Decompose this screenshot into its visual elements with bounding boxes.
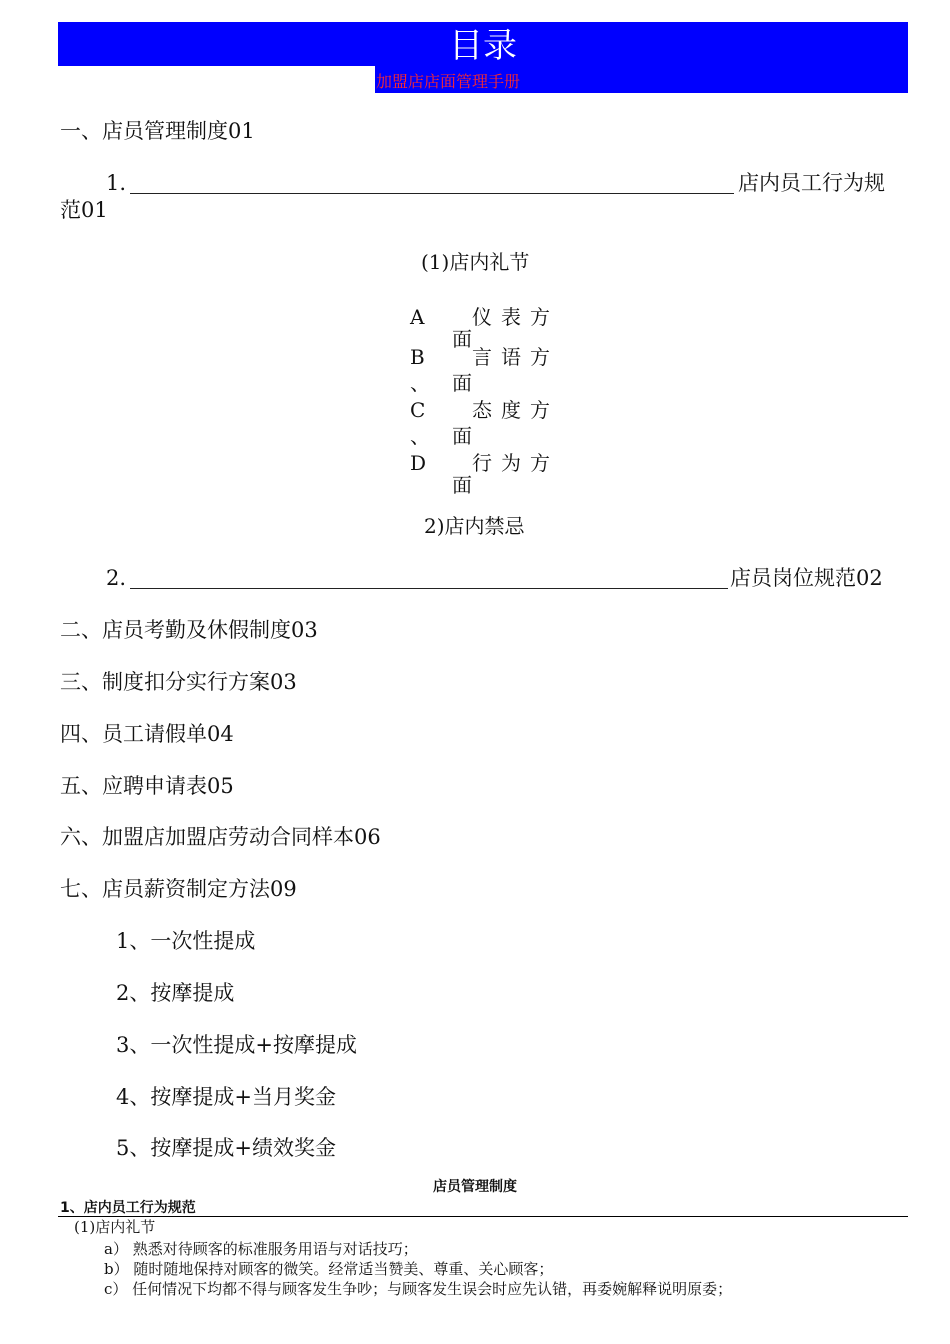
abcd-tail: 面	[452, 371, 472, 395]
toc-subitem-etiquette: (1)店内礼节	[421, 250, 530, 274]
toc-leader-line	[130, 193, 734, 194]
abcd-text: 言语方	[472, 345, 559, 369]
abcd-text: 仪表方	[472, 305, 559, 329]
abcd-tail: 面	[452, 327, 472, 351]
toc-salary-item: 5、按摩提成+绩效奖金	[116, 1136, 336, 1160]
banner-notch	[58, 66, 375, 93]
heading-rule	[58, 1216, 908, 1217]
toc-item-1-number: 1.	[106, 171, 127, 195]
toc-section-4: 四、员工请假单04	[60, 722, 234, 746]
toc-section-2: 二、店员考勤及休假制度03	[60, 618, 318, 642]
toc-section-3: 三、制度扣分实行方案03	[60, 670, 297, 694]
body-line: c） 任何情况下均都不得与顾客发生争吵；与顾客发生误会时应先认错，再委婉解释说明原委；	[104, 1280, 733, 1298]
toc-abcd-c-tail	[410, 423, 570, 449]
toc-salary-item: 2、按摩提成	[116, 981, 235, 1005]
toc-abcd-b-tail	[410, 370, 570, 396]
abcd-letter: D	[410, 451, 427, 475]
toc-abcd-block	[410, 304, 570, 497]
body-item-heading: (1)店内礼节	[74, 1218, 156, 1236]
abcd-tail: 面	[452, 473, 472, 497]
subsection-heading: 1、店内员工行为规范	[60, 1200, 196, 1216]
abcd-letter: B	[410, 345, 425, 369]
toc-section-1: 一、店员管理制度01	[60, 119, 255, 143]
abcd-text: 行为方	[472, 451, 559, 475]
toc-item-1-title-wrap: 范01	[60, 198, 108, 222]
abcd-letter: C	[410, 398, 426, 422]
toc-leader-line	[130, 588, 728, 589]
toc-section-5: 五、应聘申请表05	[60, 774, 234, 798]
toc-section-6: 六、加盟店加盟店劳动合同样本06	[60, 825, 381, 849]
toc-salary-item: 1、一次性提成	[116, 929, 256, 953]
page-subtitle: 加盟店店面管理手册	[376, 72, 521, 91]
page-title: 目录	[449, 26, 517, 66]
abcd-letter: A	[410, 305, 425, 329]
toc-section-7: 七、店员薪资制定方法09	[60, 877, 297, 901]
body-line: a） 熟悉对待顾客的标准服务用语与对话技巧；	[104, 1240, 418, 1258]
toc-salary-item: 3、一次性提成+按摩提成	[116, 1033, 357, 1057]
abcd-text: 态度方	[472, 398, 559, 422]
toc-abcd-b	[410, 344, 570, 370]
body-line: b） 随时随地保持对顾客的微笑。经常适当赞美、尊重、关心顾客；	[104, 1260, 554, 1278]
toc-subitem-taboo: 2)店内禁忌	[424, 514, 525, 538]
section-heading: 店员管理制度	[433, 1179, 517, 1195]
toc-abcd-c	[410, 397, 570, 423]
abcd-separator: 、	[410, 371, 430, 395]
toc-salary-item: 4、按摩提成+当月奖金	[116, 1085, 336, 1109]
abcd-tail: 面	[452, 424, 472, 448]
abcd-separator: 、	[410, 424, 430, 448]
toc-item-1-title: 店内员工行为规	[738, 171, 885, 195]
toc-item-2-number: 2.	[106, 566, 127, 590]
toc-item-2-title: 店员岗位规范02	[730, 566, 883, 590]
toc-abcd-d-tail	[410, 472, 570, 498]
